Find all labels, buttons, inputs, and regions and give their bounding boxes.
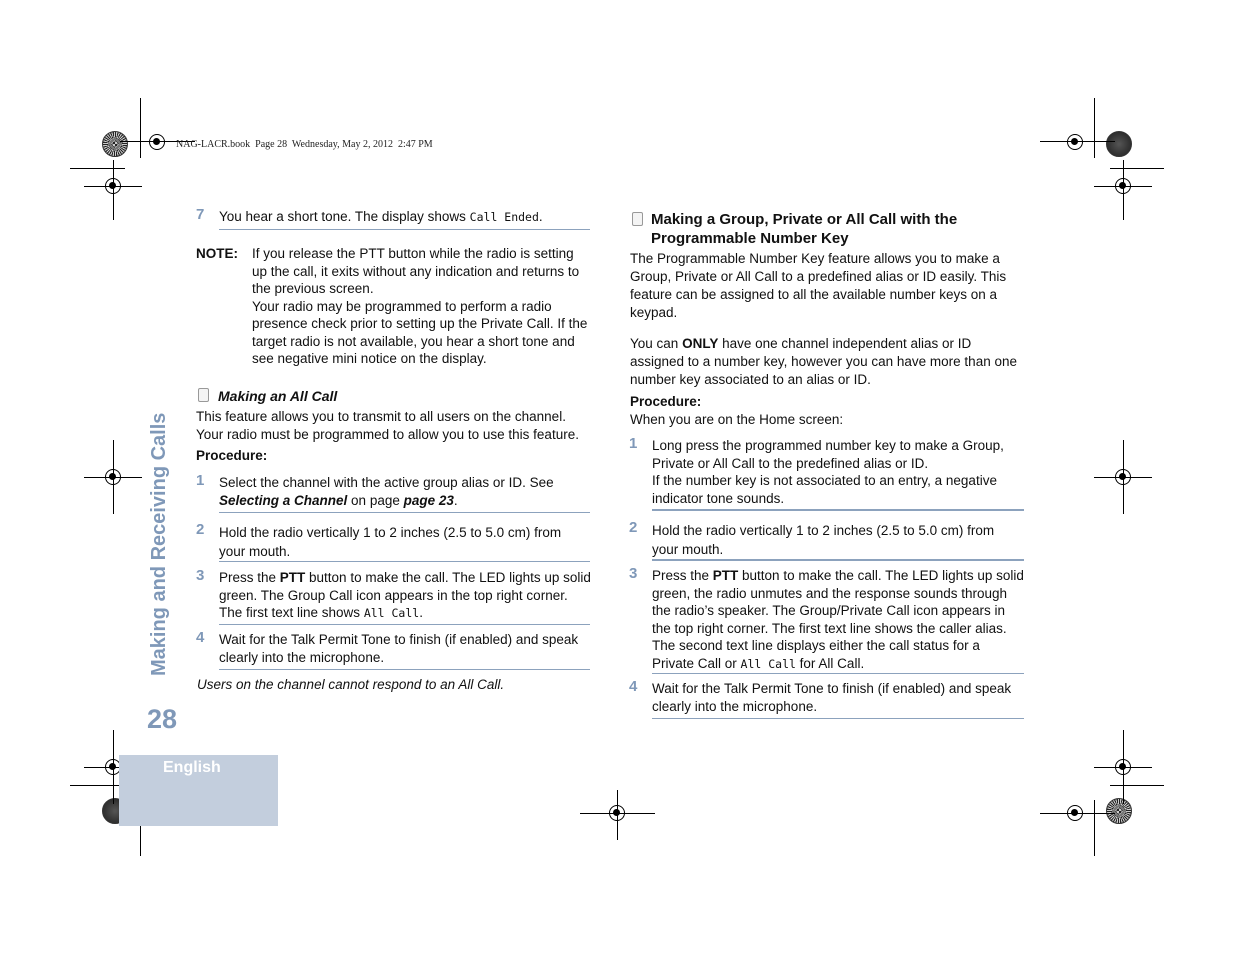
crosshair-icon — [1115, 759, 1131, 775]
step-text: Select the channel with the active group alias or ID. See Selecting a Channel on page page 23. — [219, 475, 554, 508]
section-intro: This feature allows you to transmit to all users on the channel. Your radio must be programmed to allow you to use this feature. — [196, 409, 579, 442]
procedure-sub: When you are on the Home screen: — [630, 412, 844, 427]
registration-disc-icon — [102, 131, 128, 157]
language-label: English — [163, 759, 221, 776]
step-text: Wait for the Talk Permit Tone to finish (if enabled) and speak clearly into the microphone. — [219, 632, 579, 665]
section-intro: The Programmable Number Key feature allows you to make a Group, Private or All Call to a predefined alias or ID easily. This feature can be assigned to all the available number keys on a keypad. — [630, 251, 1007, 320]
page-number: 28 — [147, 704, 178, 734]
step-text: You hear a short tone. The display shows Call Ended. — [219, 209, 543, 224]
section-title: Making an All Call — [218, 388, 338, 404]
language-tab — [119, 755, 278, 826]
step-number: 1 — [196, 472, 205, 489]
step-text: Press the PTT button to make the call. The LED lights up solid green. The Group Call icon appears in the top right corner. The first text line shows All Call. — [219, 570, 591, 620]
step-number: 3 — [196, 567, 205, 584]
crosshair-icon — [105, 178, 121, 194]
header-stamp: NAG-LACR.book Page 28 Wednesday, May 2, 2012 2:47 PM — [176, 139, 433, 150]
crosshair-icon — [1115, 469, 1131, 485]
only-paragraph: You can ONLY have one channel independent alias or ID assigned to a number key, however you can have more than one number key associated to an alias or ID. — [630, 336, 1017, 387]
procedure-label: Procedure: — [630, 394, 702, 409]
cross-reference-link[interactable]: Selecting a Channel — [219, 492, 348, 508]
footer-note: Users on the channel cannot respond to an All Call. — [197, 677, 505, 692]
step-number: 2 — [629, 519, 638, 536]
step-number: 1 — [629, 435, 638, 452]
step-number: 3 — [629, 565, 638, 582]
page-reference-link[interactable]: page 23 — [403, 492, 454, 508]
section-heading-icon — [198, 388, 209, 402]
step-number: 7 — [196, 206, 205, 223]
registration-disc-icon — [1106, 131, 1132, 157]
note-label: NOTE: — [196, 246, 238, 261]
crosshair-icon — [609, 805, 625, 821]
step-number: 4 — [196, 629, 205, 646]
step-number: 4 — [629, 678, 638, 695]
section-title: Making a Group, Private or All Call with the Programmable Number Key — [651, 211, 958, 247]
registration-disc-icon — [1106, 798, 1132, 824]
crosshair-icon — [1115, 178, 1131, 194]
procedure-label: Procedure: — [196, 448, 268, 463]
crosshair-icon — [105, 469, 121, 485]
step-text: Wait for the Talk Permit Tone to finish (if enabled) and speak clearly into the microphone. — [652, 681, 1012, 714]
step-text: Hold the radio vertically 1 to 2 inches (2.5 to 5.0 cm) from your mouth. — [652, 523, 995, 557]
step-text: Hold the radio vertically 1 to 2 inches (2.5 to 5.0 cm) from your mouth. — [219, 525, 562, 559]
section-heading-icon — [632, 212, 643, 226]
step-number: 2 — [196, 521, 205, 538]
crosshair-icon — [149, 134, 165, 150]
crosshair-icon — [1067, 134, 1083, 150]
crosshair-icon — [1067, 805, 1083, 821]
step-text: Long press the programmed number key to make a Group, Private or All Call to the predefined alias or ID. If the number key is not associated to an entry, a negative indicator tone sounds. — [652, 438, 1004, 506]
step-text: Press the PTT button to make the call. The LED lights up solid green, the radio unmutes and the response sounds through the radio’s speaker. The Group/Private Call icon appears in the top right corner. The first text line shows the caller alias. The second text line displays either the call status for a Private Call or All Call for All Call. — [652, 568, 1024, 671]
side-tab-title: Making and Receiving Calls — [148, 412, 170, 676]
note-text: If you release the PTT button while the radio is setting up the call, it exits without any indication and returns to the previous screen. Your radio may be programmed to perform a radio presence check prior to setting up the Private Call. If the target radio is not available, you hear a short tone and see negative mini notice on the display. — [252, 246, 588, 366]
